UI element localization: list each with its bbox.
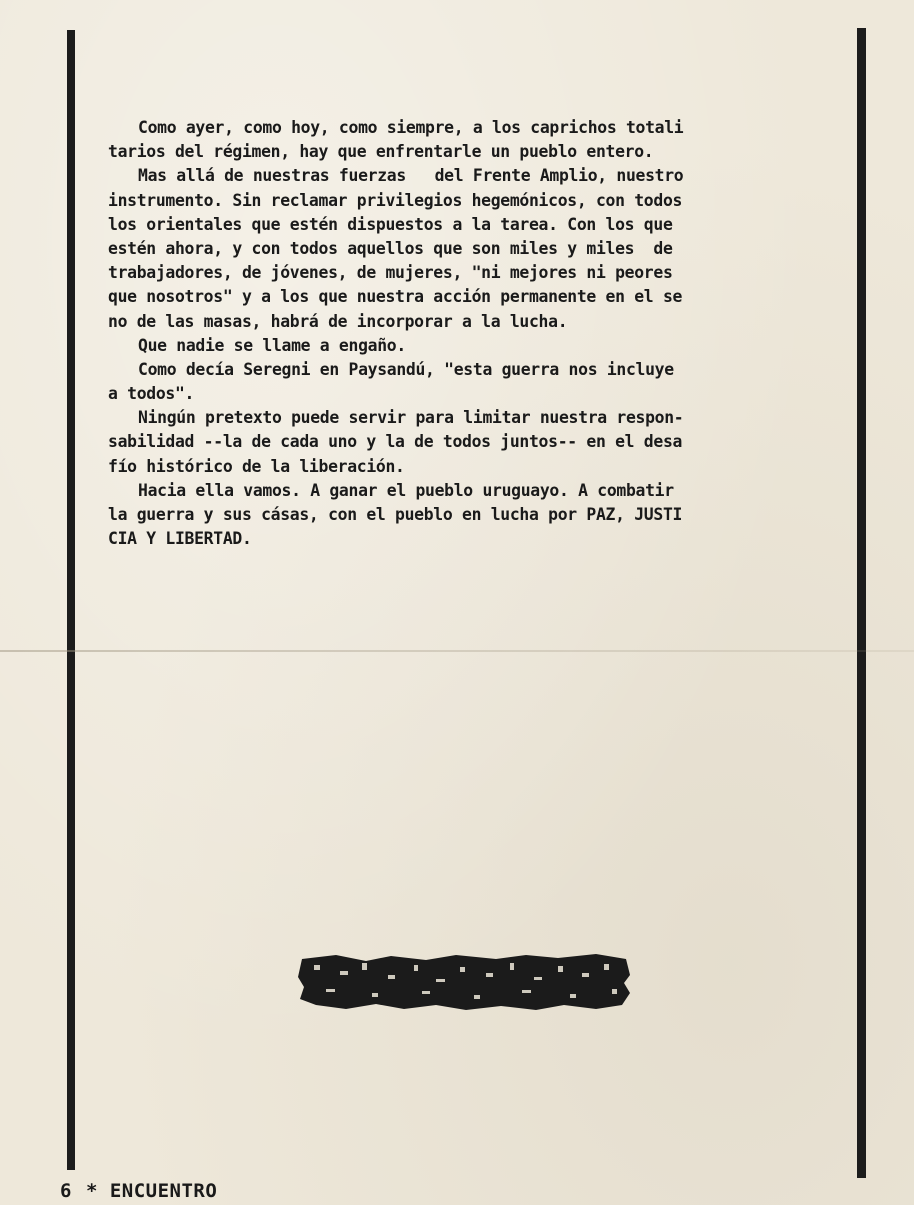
body-line: que nosotros" y a los que nuestra acción permanente en el se — [108, 287, 683, 307]
body-line: Que nadie se llame a engaño. — [138, 335, 406, 355]
body-line: fío histórico de la liberación. — [108, 456, 405, 476]
body-line: instrumento. Sin reclamar privilegios hegemónicos, con todos — [108, 190, 683, 210]
body-line: Como ayer, como hoy, como siempre, a los caprichos totali — [138, 118, 684, 137]
body-line: la guerra y sus cásas, con el pueblo en lucha por PAZ, JUSTI — [108, 505, 683, 524]
page-footer — [60, 1180, 217, 1202]
body-line: Mas allá de nuestras fuerzas del Frente Amplio, nuestro — [138, 166, 684, 186]
right-border-rule — [857, 28, 866, 1178]
body-line: no de las masas, habrá de incorporar a la lucha. — [108, 311, 568, 331]
article-body — [108, 116, 836, 551]
body-line: Como decía Seregni en Paysandú, "esta guerra nos incluye — [138, 359, 674, 379]
body-line: a todos". — [108, 384, 195, 404]
body-line: CIA Y LIBERTAD. — [108, 529, 252, 549]
publication-name: * ENCUENTRO — [85, 1180, 218, 1202]
page-number: 6 — [60, 1180, 72, 1202]
paper-fold-crease — [0, 650, 914, 652]
body-line: Hacia ella vamos. A ganar el pueblo uruguayo. A combatir — [138, 480, 674, 500]
body-line: Ningún pretexto puede servir para limitar nuestra respon- — [138, 408, 684, 428]
body-line: sabilidad --la de cada uno y la de todos juntos-- en el desa — [108, 432, 683, 452]
body-line: estén ahora, y con todos aquellos que son miles y miles de — [108, 238, 673, 258]
ink-blot-redaction — [296, 953, 632, 1011]
left-border-rule — [67, 30, 75, 1170]
body-line: los orientales que estén dispuestos a la tarea. Con los que — [108, 214, 673, 234]
body-line: trabajadores, de jóvenes, de mujeres, "ni mejores ni peores — [108, 263, 673, 283]
body-line: tarios del régimen, hay que enfrentarle un pueblo entero. — [108, 142, 654, 162]
